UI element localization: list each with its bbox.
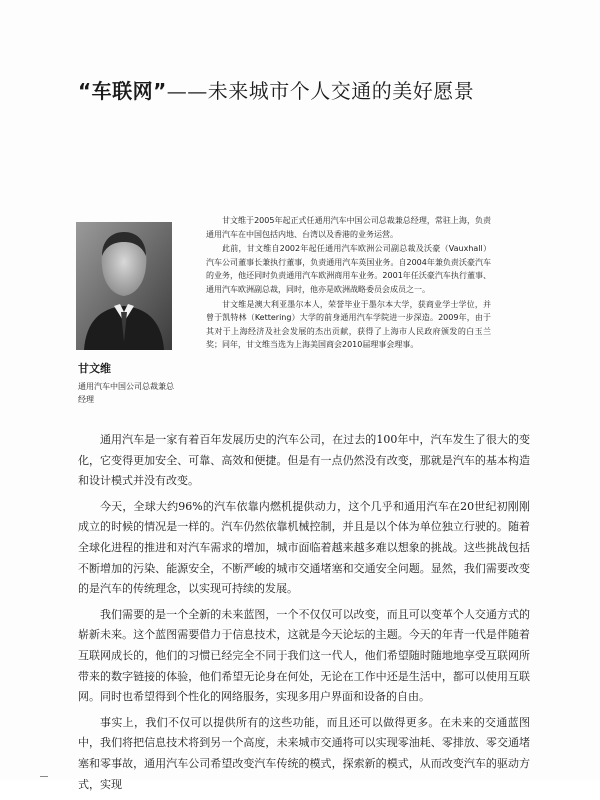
body-paragraph: 通用汽车是一家有着百年发展历史的汽车公司，在过去的100年中，汽车发生了很大的变化，它变得更加安全、可靠、高效和便捷。但是有一点仍然没有改变，那就是汽车的基本构造和设计模式并没有改变。 xyxy=(78,433,530,488)
bio-paragraph: 此前，甘文维自2002年起任通用汽车欧洲公司副总裁及沃豪（Vauxhall）汽车公司董事长兼执行董事，负责通用汽车英国业务。自2004年兼负责沃豪汽车的业务，他还同时负责通用汽车欧洲商用车业务。2001年任沃豪汽车执行董事、通用汽车欧洲副总裁，同时，他亦是欧洲战略委员会成员之一。 xyxy=(206,244,491,294)
profile-role: 通用汽车中国公司总裁兼总经理 xyxy=(78,382,174,404)
title-quoted-term: “车联网” xyxy=(78,79,167,103)
bio-paragraph: 甘文维是澳大利亚墨尔本人，荣誉毕业于墨尔本大学，获商业学士学位，并曾于凯特林（Kettering）大学的前身通用汽车学院进一步深造。2009年，由于其对于上海经济及社会发展的杰出贡献，获得了上海市人民政府颁发的白玉兰奖；同年，甘文维当选为上海美国商会2010届理事会理事。 xyxy=(206,299,491,350)
title-dash: —— xyxy=(166,79,208,103)
profile-name: 甘文维 xyxy=(78,362,111,375)
title-rest: 未来城市个人交通的美好愿景 xyxy=(207,79,475,103)
article-title xyxy=(78,78,558,104)
body-paragraph: 事实上，我们不仅可以提供所有的这些功能，而且还可以做得更多。在未来的交通蓝图中，我们将把信息技术将到另一个高度，未来城市交通将可以实现零油耗、零排放、零交通堵塞和零事故，通用汽车公司希望改变汽车传统的模式，探索新的模式，从而改变汽车的驱动方式，实现 xyxy=(78,715,530,791)
portrait-photo xyxy=(76,222,172,350)
article-body xyxy=(78,430,530,800)
profile-bio xyxy=(206,214,491,353)
body-paragraph: 今天，全球大约96%的汽车依靠内燃机提供动力，这个几乎和通用汽车在20世纪初刚刚成立的时候的情况是一样的。汽车仍然依靠机械控制，并且是以个体为单位独立行驶的。随着全球化进程的推进和对汽车需求的增加，城市面临着越来越多难以想象的挑战。这些挑战包括不断增加的污染、能源安全，不断严峻的城市交通堵塞和交通安全问题。显然，我们需要改变的是汽车的传统理念，以实现可持续的发展。 xyxy=(78,499,530,596)
page-corner-mark xyxy=(40,776,48,777)
body-paragraph: 我们需要的是一个全新的未来蓝图，一个不仅仅可以改变，而且可以变革个人交通方式的崭新未来。这个蓝图需要借力于信息技术，这就是今天论坛的主题。今天的年青一代是伴随着互联网成长的，他们的习惯已经完全不同于我们这一代人，他们希望随时随地地享受互联网所带来的数字链接的体验，他们希望无论身在何处，无论在工作中还是生活中，都可以使用互联网。同时也希望得到个性化的网络服务，实现多用户界面和设备的自由。 xyxy=(78,607,530,704)
bio-paragraph: 甘文维于2005年起正式任通用汽车中国公司总裁兼总经理，常驻上海，负责通用汽车在中国包括内地、台湾以及香港的业务运营。 xyxy=(206,216,491,239)
